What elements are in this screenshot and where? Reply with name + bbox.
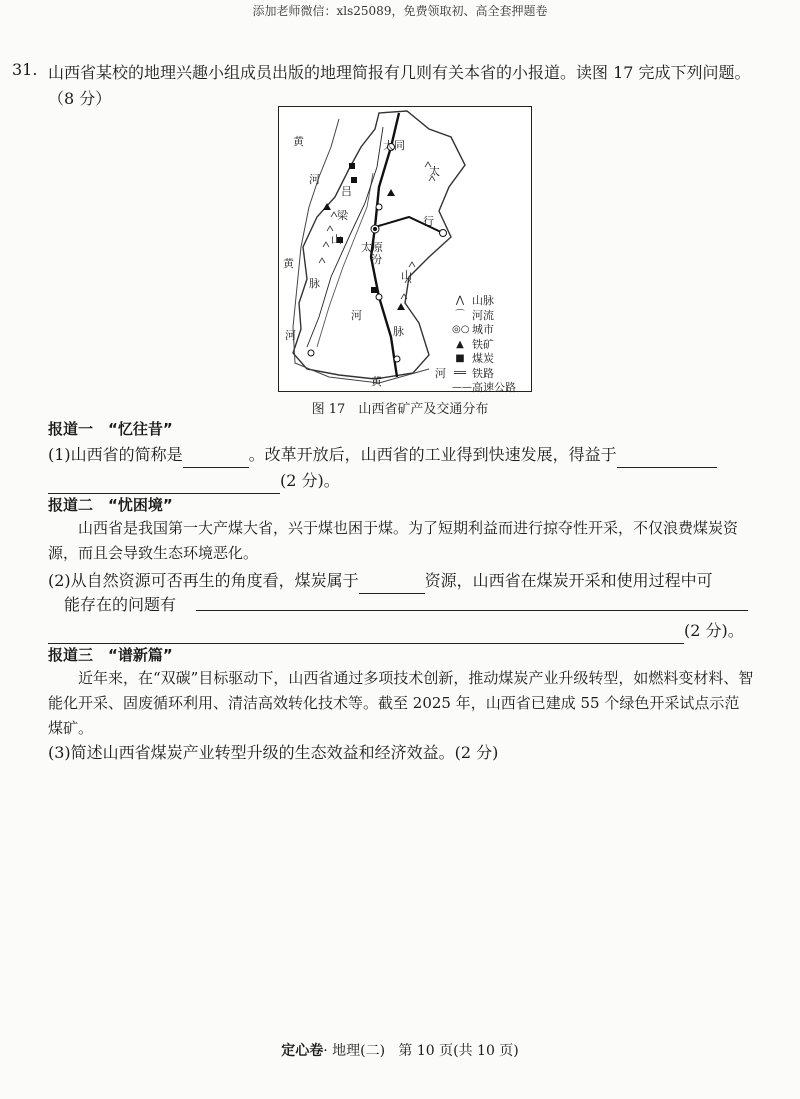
label-he-3: 河 [351,309,362,322]
label-huang-2: 黄 [283,257,294,270]
label-lv: 吕 [341,185,352,198]
q2-line1: (2)从自然资源可否再生的角度看，煤炭属于 资源，山西省在煤炭开采和使用过程中可 [48,568,713,594]
legend-item: ⌒ 河流 [452,309,516,324]
river-icon: ⌒ [455,309,465,321]
legend-item: ⋀ 山脉 [452,294,516,309]
highway-line [307,127,383,347]
label-hang: 行 [423,215,434,228]
map-legend [452,294,516,396]
report2-paragraph: 山西省是我国第一大产煤大省，兴于煤也困于煤。为了短期利益而进行掠夺性开采，不仅浪费煤炭资源，而且会导致生态环境恶化。 [48,519,739,562]
q1-line1: (1)山西省的简称是 。改革开放后，山西省的工业得到快速发展，得益于 [48,442,717,468]
footer-brand: 定心卷 [281,1043,324,1059]
label-he-2: 河 [285,329,296,342]
page-footer [0,1040,800,1060]
label-he-1: 河 [309,173,320,186]
label-fen: 汾 [371,253,382,266]
footer-page: 第 10 页(共 10 页) [398,1043,519,1059]
label-huang-1: 黄 [293,135,304,148]
footer-subject: · 地理(二) [323,1043,386,1059]
q2-answer-line-1[interactable] [196,610,748,611]
label-huang-3: 黄 [371,375,382,388]
label-he-4: 河 [435,367,446,380]
city-icon: ◎○ [452,324,470,335]
label-shan-1: 山 [331,233,342,246]
report3-paragraph: 近年来，在“双碳”目标驱动下，山西省通过多项技术创新，推动煤炭产业升级转型，如燃料变材料、智能化开采、固废循环利用、清洁高效转化技术等。截至 2025 年，山西省已建成 55 个绿色开采试点示范煤矿。 [48,669,754,737]
mountain-icon: ⋀ [455,295,465,306]
report1-title: 报道一 “忆往昔” [48,420,173,438]
q2-answer-blank-2[interactable] [48,625,684,644]
legend-item: ◎○ 城市 [452,323,494,336]
iron-ore-icon: ▲ [456,338,464,350]
q2-line3: (2 分)。 [48,618,744,644]
question-number: 31. [12,60,38,79]
label-mai: 脉 [309,277,320,290]
label-tai: 太 [429,165,440,178]
question-stem: 山西省某校的地理兴趣小组成员出版的地理简报有几则有关本省的小报道。读图 17 完成下列问题。（8 分） [48,63,751,108]
highway-icon: —— [452,382,472,393]
legend-item: ■ 煤炭 [452,352,516,367]
report3-title: 报道三 “谱新篇” [48,646,173,664]
label-shan-2: 山 [401,269,412,282]
legend-item: ══ 铁路 [453,366,494,380]
legend-item: ▲ 铁矿 [452,338,516,353]
q3-line: (3)简述山西省煤炭产业转型升级的生态效益和经济效益。(2 分) [48,743,499,762]
q2-answer-blank-1[interactable] [359,575,425,594]
label-liang: 梁 [337,209,348,222]
q2-line2: 能存在的问题有 [64,595,177,614]
q1-answer-blank-2[interactable] [617,449,717,468]
figure-caption: 图 17 山西省矿产及交通分布 [311,402,489,417]
report2-title: 报道二 “忧困境” [48,496,173,514]
label-datong: 大同 [383,139,405,152]
railway-icon: ══ [453,367,467,379]
watermark: 添加老师微信：xls25089，免费领取初、高全套押题卷 [252,4,548,18]
q1-line2: (2 分)。 [48,468,340,494]
label-taiyuan: 太原 [361,241,383,254]
q1-answer-blank-1[interactable] [183,449,249,468]
q1-answer-blank-3[interactable] [48,475,280,494]
legend-item: —— 高速公路 [452,381,516,394]
label-mai-2: 脉 [393,325,404,338]
coal-icon: ■ [455,353,465,364]
fen-river [317,173,373,347]
